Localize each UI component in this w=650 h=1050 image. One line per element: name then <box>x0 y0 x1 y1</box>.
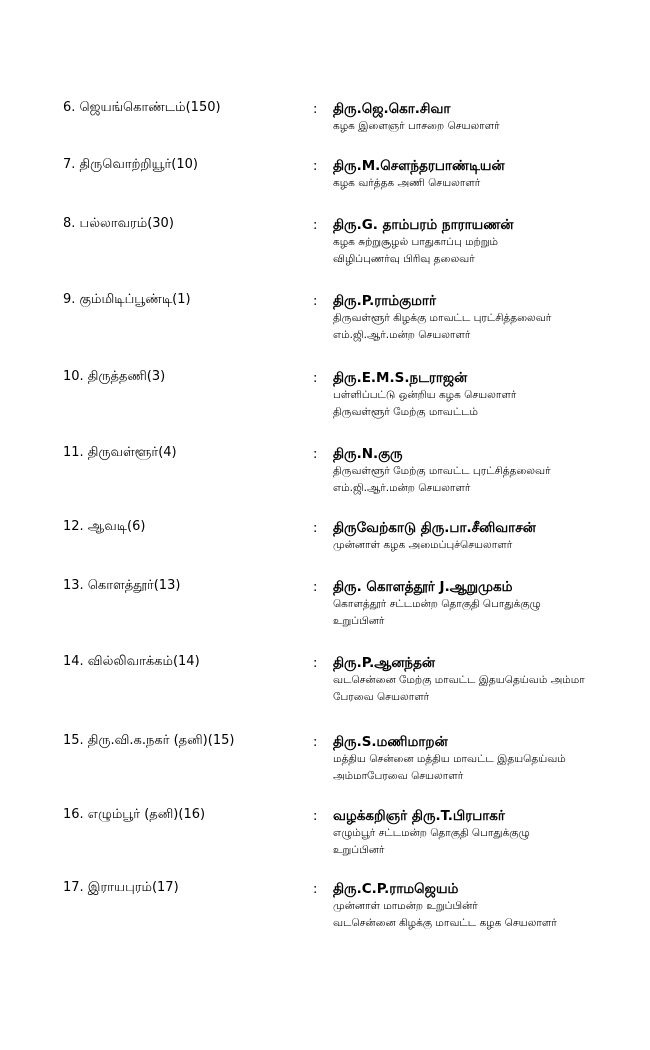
candidate-role-line: திருவள்ளூர் மேற்கு மாவட்ட புரட்சித்தலைவர் <box>333 465 551 477</box>
constituency: 7. திருவொற்றியூர்(10) <box>63 157 198 172</box>
candidate-details <box>333 733 633 785</box>
candidate-name: திரு.N.குரு <box>333 446 403 462</box>
candidate-role-line: கொளத்தூர் சட்டமன்ற தொகுதி பொதுக்குழு <box>333 598 541 610</box>
candidate-name: திரு.P.ஆனந்தன் <box>333 655 435 671</box>
candidate-details <box>333 216 633 268</box>
candidate-details <box>333 157 633 192</box>
candidate-details <box>333 519 633 554</box>
separator: : <box>313 102 318 117</box>
candidate-details <box>333 807 633 859</box>
constituency: 9. கும்மிடிப்பூண்டி(1) <box>63 292 191 307</box>
candidate-role-line: முன்னாள் கழக அமைப்புச்செயலாளர் <box>333 539 513 551</box>
constituency: 14. வில்லிவாக்கம்(14) <box>63 654 200 669</box>
separator: : <box>313 159 318 174</box>
candidate-details <box>333 654 633 706</box>
candidate-name: திரு.E.M.S.நடராஜன் <box>333 370 468 386</box>
constituency: 16. எழும்பூர் (தனி)(16) <box>63 807 206 822</box>
candidate-role-line: பேரவை செயலாளர் <box>333 691 430 703</box>
separator: : <box>313 580 318 595</box>
separator: : <box>313 809 318 824</box>
candidate-role-line: வடசென்னை கிழக்கு மாவட்ட கழக செயலாளர் <box>333 917 557 929</box>
candidate-role-line: அம்மாபேரவை செயலாளர் <box>333 770 464 782</box>
candidate-name: திரு.G. தாம்பரம் நாராயணன் <box>333 217 514 233</box>
candidate-role-line: விழிப்புணர்வு பிரிவு தலைவர் <box>333 253 475 265</box>
constituency: 15. திரு.வி.க.நகர் (தனி)(15) <box>63 733 235 748</box>
separator: : <box>313 294 318 309</box>
constituency: 8. பல்லாவரம்(30) <box>63 216 174 231</box>
candidate-role-line: முன்னாள் மாமன்ற உறுப்பின்ர் <box>333 900 478 912</box>
candidate-name: திரு. கொளத்தூர் J.ஆறுமுகம் <box>333 579 513 595</box>
separator: : <box>313 735 318 750</box>
separator: : <box>313 656 318 671</box>
separator: : <box>313 447 318 462</box>
candidate-name: திரு.ஜெ.கொ.சிவா <box>333 101 451 117</box>
candidate-role-line: கழக சுற்றுசூழல் பாதுகாப்பு மற்றும் <box>333 236 498 248</box>
candidate-role-line: திருவள்ளூர் மேற்கு மாவட்டம் <box>333 406 478 418</box>
constituency: 10. திருத்தணி(3) <box>63 369 166 384</box>
candidate-role-line: உறுப்பினர் <box>333 615 385 627</box>
candidate-details <box>333 100 633 135</box>
separator: : <box>313 521 318 536</box>
candidate-role-line: பள்ளிப்பட்டு ஒன்றிய கழக செயலாளர் <box>333 389 517 401</box>
separator: : <box>313 218 318 233</box>
candidate-role-line: எம்.ஜி.ஆர்.மன்ற செயலாளர் <box>333 482 471 494</box>
separator: : <box>313 882 318 897</box>
candidate-role-line: மத்திய சென்னை மத்திய மாவட்ட இதயதெய்வம் <box>333 753 566 765</box>
separator: : <box>313 371 318 386</box>
candidate-role-line: வடசென்னை மேற்கு மாவட்ட இதயதெய்வம் அம்மா <box>333 674 585 686</box>
constituency: 12. ஆவடி(6) <box>63 519 146 534</box>
candidate-details <box>333 292 633 344</box>
candidate-name: திரு.C.P.ராமஜெயம் <box>333 881 459 897</box>
candidate-role-line: உறுப்பினர் <box>333 844 385 856</box>
candidate-role-line: எம்.ஜி.ஆர்.மன்ற செயலாளர் <box>333 329 471 341</box>
candidate-role-line: திருவள்ளூர் கிழக்கு மாவட்ட புரட்சித்தலைவர் <box>333 312 552 324</box>
constituency: 11. திருவள்ளூர்(4) <box>63 445 177 460</box>
candidate-details <box>333 445 633 497</box>
candidate-details <box>333 369 633 421</box>
candidate-role-line: கழக இளைஞர் பாசறை செயலாளர் <box>333 120 500 132</box>
constituency: 6. ஜெயங்கொண்டம்(150) <box>63 100 221 115</box>
candidate-role-line: எழும்பூர் சட்டமன்ற தொகுதி பொதுக்குழு <box>333 827 530 839</box>
candidate-role-line: கழக வர்த்தக அணி செயலாளர் <box>333 177 481 189</box>
candidate-name: திரு.M.சௌந்தரபாண்டியன் <box>333 158 505 174</box>
candidate-name: திரு.P.ராம்குமார் <box>333 293 437 309</box>
candidate-details <box>333 578 633 630</box>
candidate-name: திருவேற்காடு திரு.பா.சீனிவாசன் <box>333 520 536 536</box>
candidate-name: வழக்கறிஞர் திரு.T.பிரபாகர் <box>333 808 505 824</box>
candidate-details <box>333 880 633 932</box>
candidate-name: திரு.S.மணிமாறன் <box>333 734 448 750</box>
constituency: 17. இராயபுரம்(17) <box>63 880 179 895</box>
constituency: 13. கொளத்தூர்(13) <box>63 578 181 593</box>
